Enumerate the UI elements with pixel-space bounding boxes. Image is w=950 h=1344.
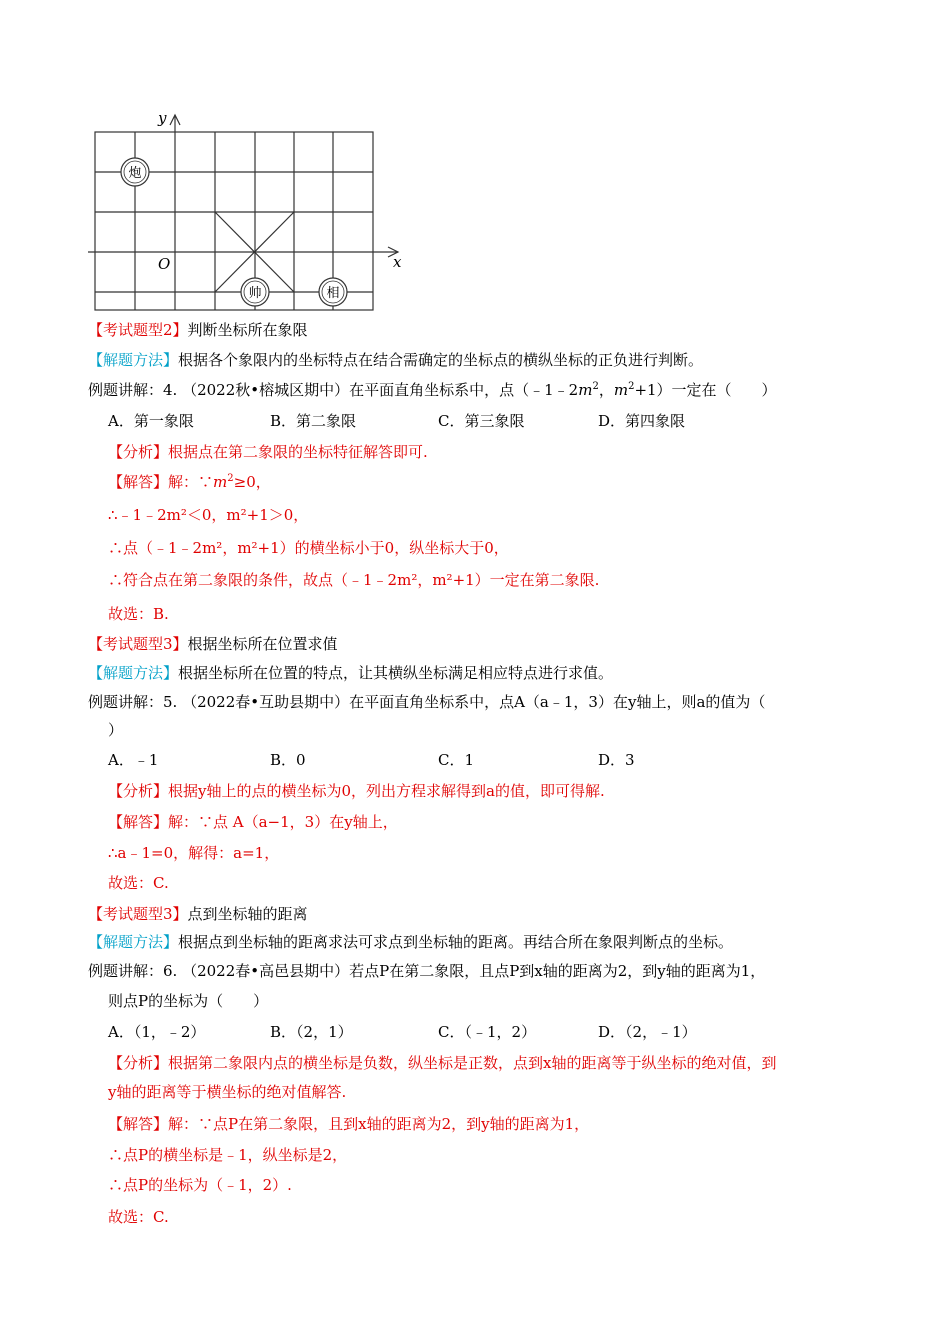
q4-stem-sup1: 2 (592, 381, 599, 392)
q6-analysis-tag: 【分析】 (108, 1054, 169, 1072)
q5-answer (108, 812, 398, 832)
q6-analysis-line2: y轴的距离等于横坐标的绝对值解答. (108, 1083, 347, 1101)
q5-option-b: B．0 (270, 751, 306, 769)
q4-method (88, 350, 703, 370)
piece-pao (121, 158, 149, 186)
q4-step1: ∴﹣1﹣2m²＜0，m²+1＞0， (108, 506, 309, 524)
q4-analysis (108, 442, 428, 462)
q4-step3: ∴符合点在第二象限的条件，故点（﹣1﹣2m²，m²+1）一定在第二象限. (108, 571, 600, 589)
q4-answer (108, 472, 271, 492)
origin-label: O (158, 255, 171, 273)
q6-option-c: C．（﹣1，2） (438, 1023, 537, 1041)
q6-step1: ∴点P的横坐标是﹣1，纵坐标是2， (108, 1146, 348, 1164)
q6-method-tag: 【解题方法】 (88, 933, 179, 951)
q4-type-text: 判断坐标所在象限 (187, 321, 308, 339)
q4-type-heading (88, 320, 308, 340)
q5-analysis-tag: 【分析】 (108, 782, 169, 800)
q4-choice: 故选：B. (108, 605, 169, 623)
q6-type-tag: 【考试题型3】 (88, 905, 188, 923)
q6-answer (108, 1114, 589, 1134)
q5-answer-text: 解：∵点 A（a−1，3）在y轴上， (168, 813, 398, 831)
q5-option-a: A．﹣1 (108, 751, 159, 769)
q4-stem-m1: m (578, 381, 593, 399)
piece-shuai-label: 帅 (248, 286, 262, 301)
q6-stem-line2: 则点P的坐标为（ ） (108, 992, 269, 1010)
q5-answer-tag: 【解答】 (108, 813, 169, 831)
q5-type-heading (88, 634, 338, 654)
q4-answer-b: ≥0， (233, 473, 271, 491)
q4-stem-sup2: 2 (628, 381, 635, 392)
y-axis-label: y (158, 109, 167, 127)
q5-stem-line1: 例题讲解：5. （2022春•互助县期中）在平面直角坐标系中，点A（a﹣1，3）在y轴上，则a的值为（ (88, 693, 766, 711)
q5-option-d: D．3 (598, 751, 635, 769)
piece-xiang (319, 278, 347, 306)
chess-coordinate-figure (80, 105, 410, 315)
q5-type-tag: 【考试题型3】 (88, 635, 188, 653)
q6-step2: ∴点P的坐标为（﹣1，2）. (108, 1176, 292, 1194)
q4-method-tag: 【解题方法】 (88, 351, 179, 369)
q5-method-text: 根据坐标所在位置的特点，让其横纵坐标满足相应特点进行求值。 (178, 664, 614, 682)
q4-analysis-text: 根据点在第二象限的坐标特征解答即可. (168, 443, 428, 461)
q4-option-a: A．第一象限 (108, 412, 194, 430)
q5-method-tag: 【解题方法】 (88, 664, 179, 682)
q4-stem-m2: m (613, 381, 629, 399)
q6-analysis-line1 (108, 1053, 776, 1073)
q4-option-d: D．第四象限 (598, 412, 686, 430)
q4-option-c: C．第三象限 (438, 412, 525, 430)
q4-answer-m: m (213, 473, 228, 491)
q6-method (88, 932, 733, 952)
q4-stem-a: 例题讲解：4. （2022秋•榕城区期中）在平面直角坐标系中，点（﹣1﹣2 (88, 381, 579, 399)
q6-answer-text: 解：∵点P在第二象限，且到x轴的距离为2，到y轴的距离为1， (168, 1115, 590, 1133)
q5-method (88, 663, 613, 683)
q4-type-tag: 【考试题型2】 (88, 321, 188, 339)
q5-analysis-text: 根据y轴上的点的横坐标为0，列出方程求解得到a的值，即可得解. (168, 782, 605, 800)
q6-option-b: B．（2，1） (270, 1023, 353, 1041)
q4-stem-b: ， (598, 381, 614, 399)
q6-type-heading (88, 904, 308, 924)
q5-option-c: C．1 (438, 751, 475, 769)
x-axis-label: x (393, 253, 402, 271)
q4-answer-a: 解：∵ (168, 473, 214, 491)
q4-answer-tag: 【解答】 (108, 473, 169, 491)
q6-analysis-text1: 根据第二象限内点的横坐标是负数，纵坐标是正数，点到x轴的距离等于纵坐标的绝对值，到 (168, 1054, 777, 1072)
q6-answer-tag: 【解答】 (108, 1115, 169, 1133)
q6-method-text: 根据点到坐标轴的距离求法可求点到坐标轴的距离。再结合所在象限判断点的坐标。 (178, 933, 734, 951)
q6-type-text: 点到坐标轴的距离 (187, 905, 308, 923)
q5-type-text: 根据坐标所在位置求值 (187, 635, 338, 653)
q6-stem-line1: 例题讲解：6. （2022春•高邑县期中）若点P在第二象限，且点P到x轴的距离为2，到y轴的距离为1， (88, 962, 766, 980)
q6-option-d: D．（2，﹣1） (598, 1023, 697, 1041)
q4-answer-sup: 2 (227, 473, 234, 484)
q5-choice: 故选：C. (108, 874, 169, 892)
q5-step1: ∴a﹣1=0，解得：a=1， (108, 844, 280, 862)
piece-pao-label: 炮 (128, 166, 142, 181)
q4-analysis-tag: 【分析】 (108, 443, 169, 461)
q6-option-a: A．（1，﹣2） (108, 1023, 206, 1041)
piece-xiang-label: 相 (326, 286, 340, 301)
q4-method-text: 根据各个象限内的坐标特点在结合需确定的坐标点的横纵坐标的正负进行判断。 (178, 351, 704, 369)
q5-stem-line2: ） (108, 721, 124, 739)
q4-option-b: B．第二象限 (270, 412, 357, 430)
piece-shuai (241, 278, 269, 306)
q4-stem-c: +1）一定在（ ） (634, 381, 777, 399)
q4-step2: ∴点（﹣1﹣2m²，m²+1）的横坐标小于0，纵坐标大于0， (108, 539, 509, 557)
q5-analysis (108, 781, 605, 801)
q6-choice: 故选：C. (108, 1208, 169, 1226)
q4-stem (88, 380, 777, 400)
